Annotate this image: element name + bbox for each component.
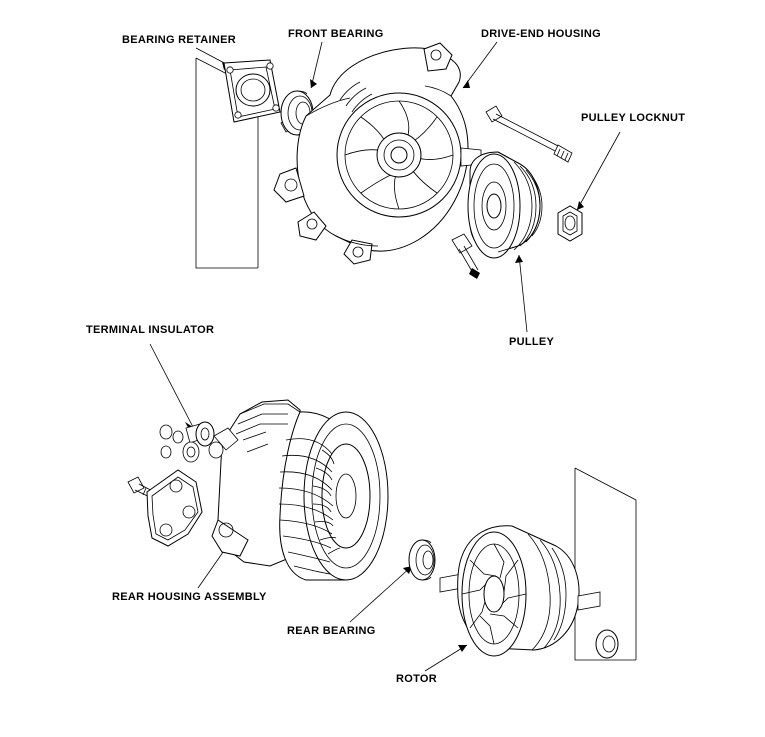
label-drive-end-housing: DRIVE-END HOUSING xyxy=(481,28,601,40)
label-front-bearing: FRONT BEARING xyxy=(288,28,384,40)
part-rear-bearing xyxy=(409,540,435,580)
part-rear-housing-assembly xyxy=(209,400,388,580)
part-terminal-insulator xyxy=(160,422,214,462)
label-terminal-insulator: TERMINAL INSULATOR xyxy=(86,324,215,336)
part-pulley-locknut xyxy=(558,206,582,241)
part-pulley xyxy=(468,152,542,258)
label-pulley-locknut: PULLEY LOCKNUT xyxy=(581,112,686,124)
label-bearing-retainer: BEARING RETAINER xyxy=(122,34,236,46)
label-rotor: ROTOR xyxy=(396,673,438,685)
part-rotor-washer xyxy=(596,630,618,658)
part-rotor xyxy=(440,526,600,656)
part-bearing-retainer xyxy=(224,60,280,122)
part-terminal-bracket xyxy=(147,470,202,546)
part-drive-end-housing xyxy=(274,43,481,264)
label-rear-housing-assembly: REAR HOUSING ASSEMBLY xyxy=(112,591,267,603)
label-rear-bearing: REAR BEARING xyxy=(287,625,376,637)
label-pulley: PULLEY xyxy=(509,336,555,348)
